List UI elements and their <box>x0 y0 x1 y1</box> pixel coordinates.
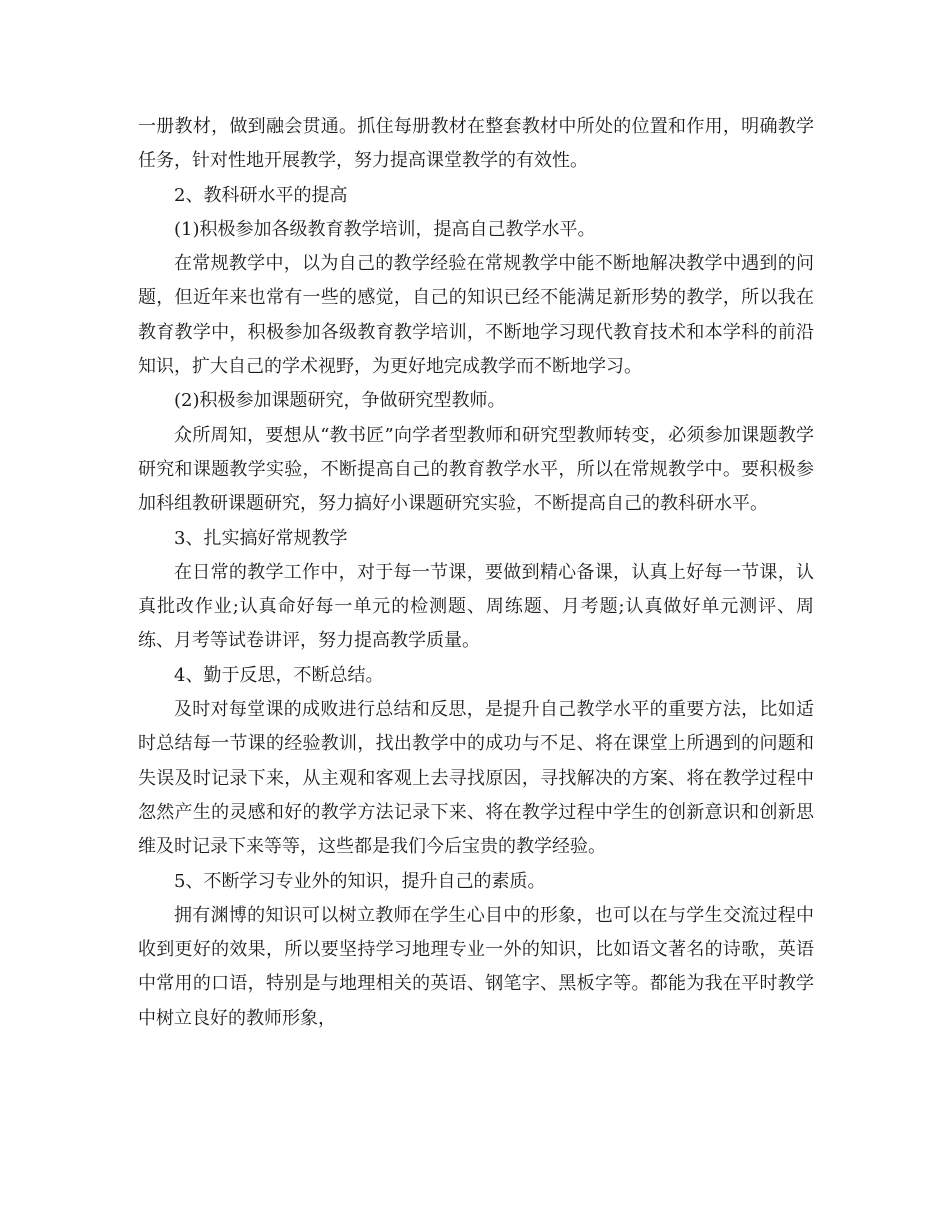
paragraph-routine-teaching: 在日常的教学工作中，对于每一节课，要做到精心备课，认真上好每一节课，认真批改作业;认真命好每一单元的检测题、周练题、月考题;认真做好单元测评、周练、月考等试卷讲评，努力提高教学质量。 <box>138 561 814 652</box>
paragraph-training: 在常规教学中，以为自己的教学经验在常规教学中能不断地解决教学中遇到的问题，但近年来也常有一些的感觉，自己的知识已经不能满足新形势的教学，所以我在教育教学中，积极参加各级教育教学培训，不断地学习现代教育技术和本学科的前沿知识，扩大自己的学术视野，为更好地完成教学而不断地学习。 <box>138 253 814 378</box>
section-heading-5: 5、不断学习专业外的知识，提升自己的素质。 <box>174 870 546 892</box>
section-heading-4: 4、勤于反思，不断总结。 <box>174 664 384 686</box>
section-heading-3: 3、扎实搞好常规教学 <box>174 527 348 549</box>
document-body <box>138 110 814 1036</box>
paragraph-knowledge: 拥有渊博的知识可以树立教师在学生心目中的形象，也可以在与学生交流过程中收到更好的效果，所以要坚持学习地理专业一外的知识，比如语文著名的诗歌，英语中常用的口语，特别是与地理相关的英语、钢笔字、黑板字等。都能为我在平时教学中树立良好的教师形象， <box>138 904 814 1029</box>
subheading-2-1: (1)积极参加各级教育教学培训，提高自己教学水平。 <box>174 218 596 240</box>
paragraph-research: 众所周知，要想从“教书匠”向学者型教师和研究型教师转变，必须参加课题教学研究和课题教学实验，不断提高自己的教育教学水平，所以在常规教学中。要积极参加科组教研课题研究，努力搞好小课题研究实验，不断提高自己的教科研水平。 <box>138 424 814 515</box>
paragraph-continuation: 一册教材，做到融会贯通。抓住每册教材在整套教材中所处的位置和作用，明确教学任务，针对性地开展教学，努力提高课堂教学的有效性。 <box>138 116 814 172</box>
section-heading-2: 2、教科研水平的提高 <box>174 184 348 206</box>
subheading-2-2: (2)积极参加课题研究，争做研究型教师。 <box>174 390 506 412</box>
paragraph-reflection: 及时对每堂课的成败进行总结和反思，是提升自己教学水平的重要方法，比如适时总结每一节课的经验教训，找出教学中的成功与不足、将在课堂上所遇到的问题和失误及时记录下来，从主观和客观上去寻找原因，寻找解决的方案、将在教学过程中忽然产生的灵感和好的教学方法记录下来、将在教学过程中学生的创新意识和创新思维及时记录下来等等，这些都是我们今后宝贵的教学经验。 <box>138 699 814 858</box>
